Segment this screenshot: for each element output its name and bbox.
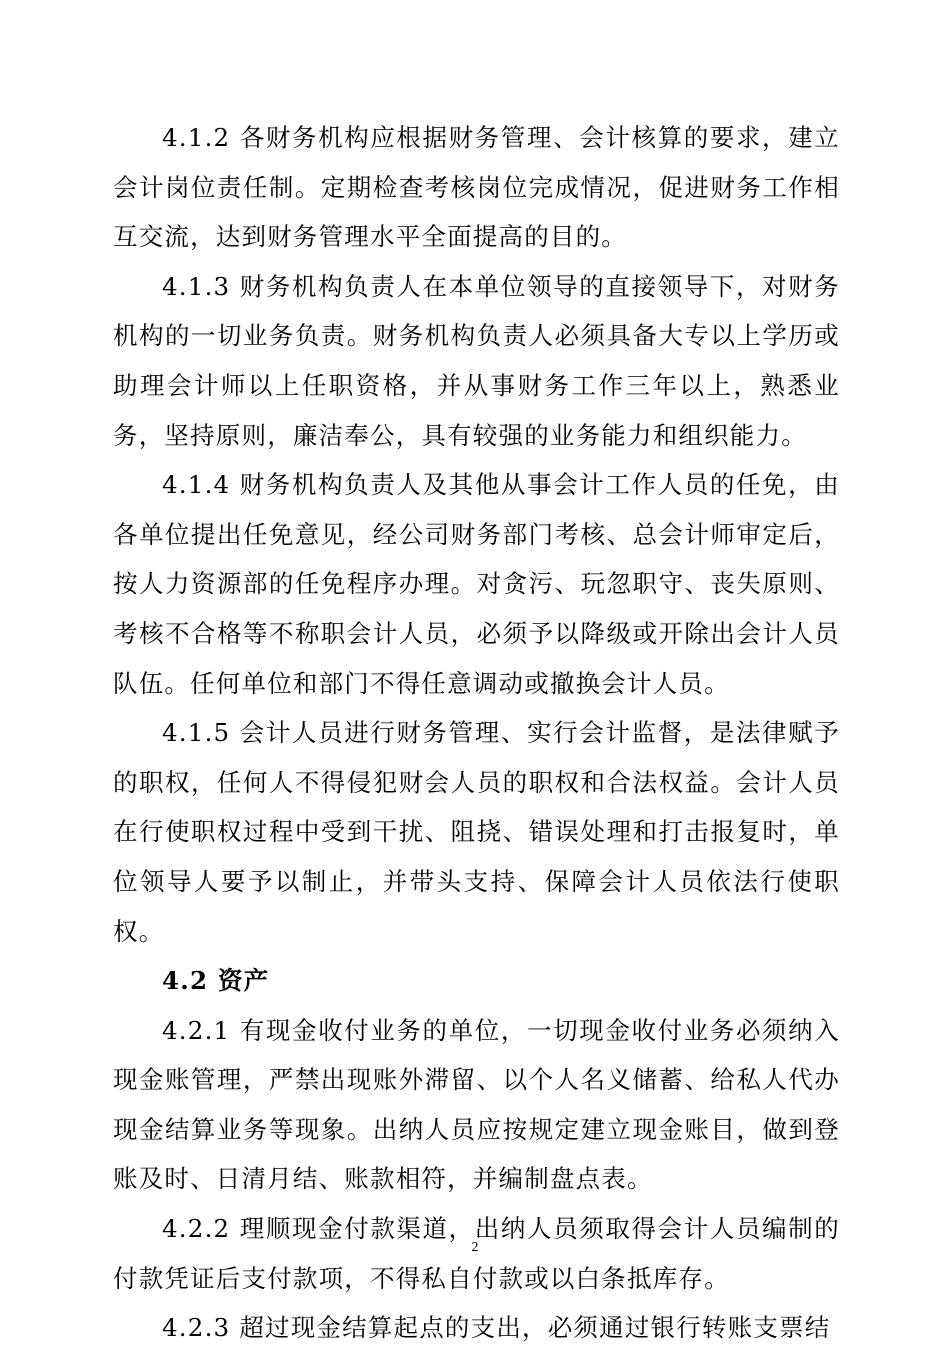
page-number: 2 [471, 1240, 479, 1255]
paragraph-4-2-2: 4.2.2 理顺现金付款渠道，出纳人员须取得会计人员编制的付款凭证后支付款项，不得私自付款或以白条抵库存。 [113, 1214, 840, 1293]
paragraph-4-1-5: 4.1.5 会计人员进行财务管理、实行会计监督，是法律赋予的职权，任何人不得侵犯财会人员的职权和合法权益。会计人员在行使职权过程中受到干扰、阻挠、错误处理和打击报复时，单位领导人要予以制止，并带头支持、保障会计人员依法行使职权。 [113, 718, 840, 946]
paragraph-4-1-3: 4.1.3 财务机构负责人在本单位领导的直接领导下，对财务机构的一切业务负责。财务机构负责人必须具备大专以上学历或助理会计师以上任职资格，并从事财务工作三年以上，熟悉业务，坚持原则，廉洁奉公，具有较强的业务能力和组织能力。 [113, 271, 840, 450]
paragraph-4-2-3: 4.2.3 超过现金结算起点的支出，必须通过银行转账支票结 [162, 1313, 831, 1343]
section-heading-4-2: 4.2 资产 [162, 966, 270, 996]
document-body [113, 113, 840, 1353]
paragraph-4-2-1: 4.2.1 有现金收付业务的单位，一切现金收付业务必须纳入现金账管理，严禁出现账外滞留、以个人名义储蓄、给私人代办现金结算业务等现象。出纳人员应按规定建立现金账目，做到登账及时、日清月结、账款相符，并编制盘点表。 [113, 1015, 840, 1194]
paragraph-4-1-2: 4.1.2 各财务机构应根据财务管理、会计核算的要求，建立会计岗位责任制。定期检查考核岗位完成情况，促进财务工作相互交流，达到财务管理水平全面提高的目的。 [113, 123, 840, 252]
paragraph-4-1-4: 4.1.4 财务机构负责人及其他从事会计工作人员的任免，由各单位提出任免意见，经公司财务部门考核、总会计师审定后，按人力资源部的任免程序办理。对贪污、玩忽职守、丧失原则、考核不合格等不称职会计人员，必须予以降级或开除出会计人员队伍。任何单位和部门不得任意调动或撤换会计人员。 [113, 470, 840, 698]
